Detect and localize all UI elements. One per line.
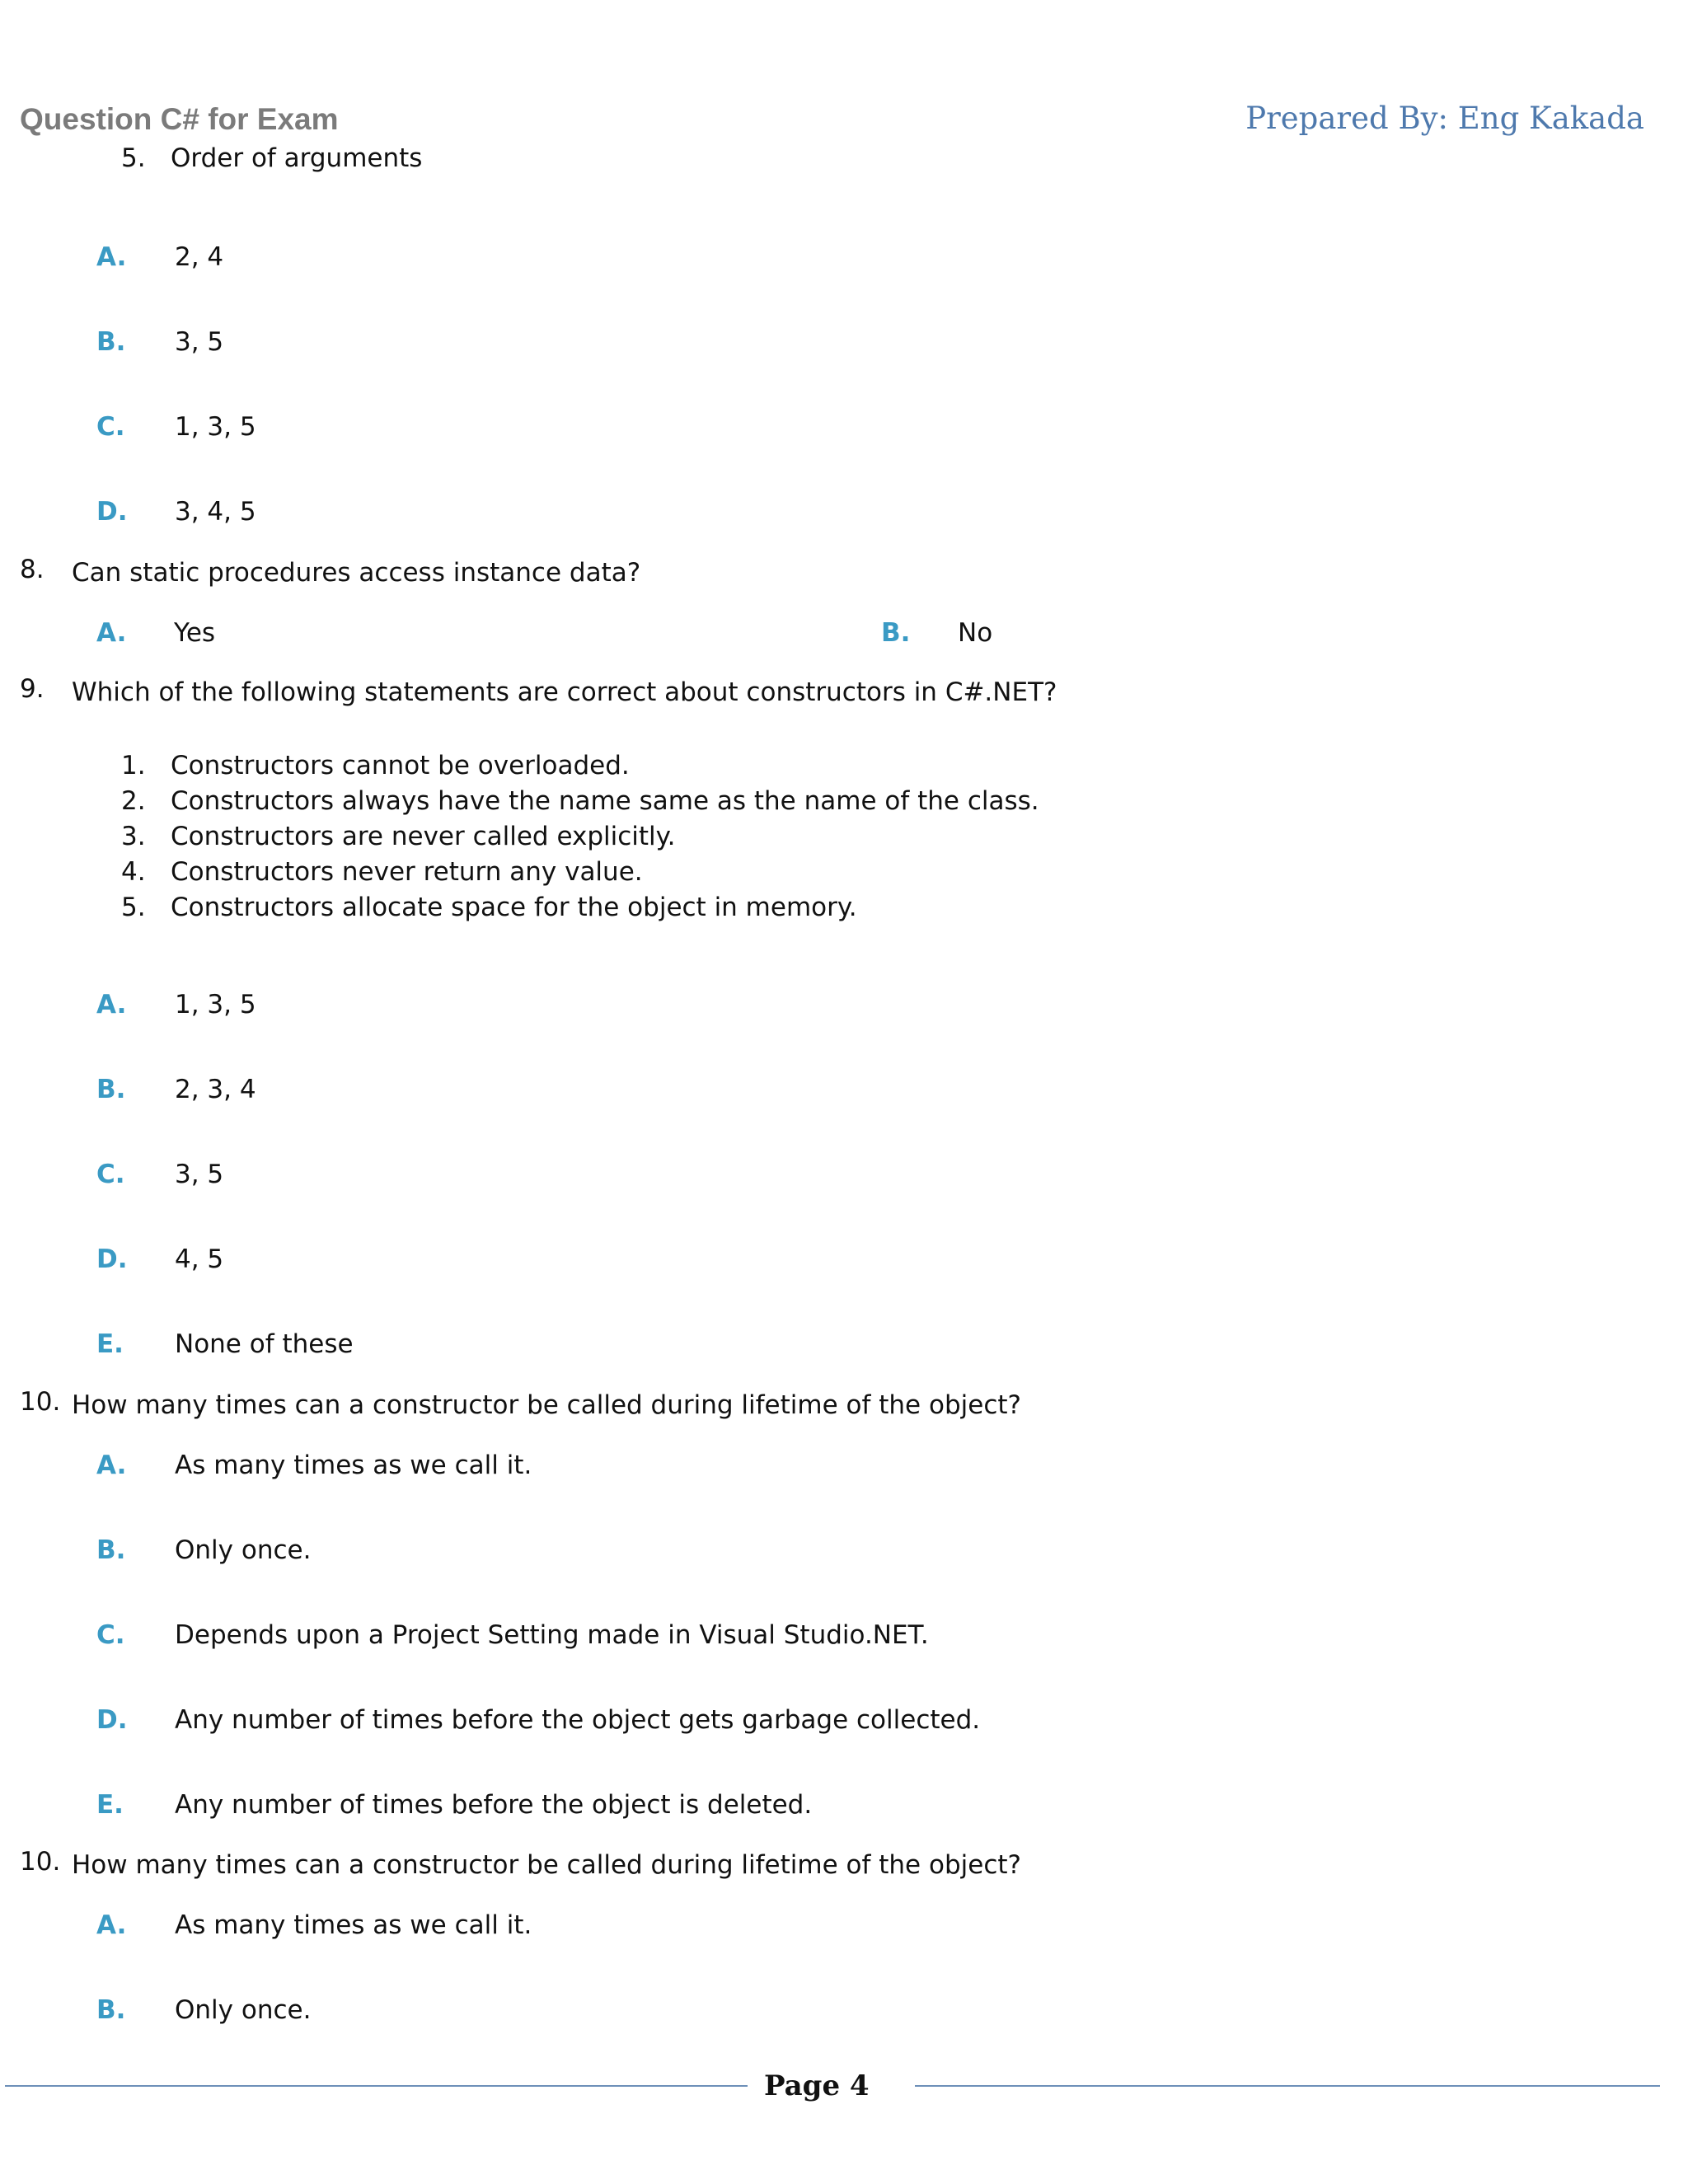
option-text: As many times as we call it. <box>175 1451 532 1480</box>
option-text: 1, 3, 5 <box>175 412 256 442</box>
option-letter: A. <box>96 242 127 272</box>
footer-rule-right <box>915 2085 1660 2087</box>
statement-text: Constructors are never called explicitly. <box>171 822 676 851</box>
option-letter: A. <box>96 1910 127 1940</box>
option-text: Only once. <box>175 1535 312 1565</box>
option-text: Any number of times before the object gets garbage collected. <box>175 1705 981 1735</box>
option-letter: E. <box>96 1329 124 1359</box>
question-text: Which of the following statements are correct about constructors in C#.NET? <box>72 677 1057 707</box>
option-letter: C. <box>96 1620 125 1650</box>
statement-number: 3. <box>121 822 146 851</box>
page-number: Page 4 <box>764 2069 870 2102</box>
option-letter: B. <box>96 1535 126 1565</box>
option-letter: D. <box>96 1705 128 1735</box>
option-text: 3, 5 <box>175 1160 224 1189</box>
question-number: 10. <box>20 1387 61 1417</box>
option-text: None of these <box>175 1329 354 1359</box>
statement-text: Order of arguments <box>171 143 423 173</box>
option-letter: B. <box>96 327 126 357</box>
option-text: 3, 5 <box>175 327 224 357</box>
statement-number: 4. <box>121 857 146 887</box>
option-letter: A. <box>96 618 127 648</box>
option-letter: D. <box>96 497 128 527</box>
option-text: 4, 5 <box>175 1244 224 1274</box>
statement-number: 5. <box>121 893 146 922</box>
option-letter: A. <box>96 990 127 1019</box>
option-text: Only once. <box>175 1995 312 2025</box>
option-text: 2, 4 <box>175 242 224 272</box>
question-number: 10. <box>20 1847 61 1877</box>
statement-text: Constructors always have the name same as the name of the class. <box>171 786 1039 816</box>
question-text: How many times can a constructor be called during lifetime of the object? <box>72 1850 1021 1880</box>
option-text: Depends upon a Project Setting made in Visual Studio.NET. <box>175 1620 929 1650</box>
option-text: No <box>958 618 993 648</box>
option-letter: B. <box>96 1995 126 2025</box>
statement-text: Constructors cannot be overloaded. <box>171 751 630 780</box>
option-letter: D. <box>96 1244 128 1274</box>
statement-number: 2. <box>121 786 146 816</box>
option-letter: B. <box>881 618 911 648</box>
document-title: Question C# for Exam <box>20 102 339 136</box>
statement-number: 5. <box>121 143 146 173</box>
option-text: Any number of times before the object is deleted. <box>175 1790 813 1820</box>
question-number: 9. <box>20 674 45 704</box>
option-text: As many times as we call it. <box>175 1910 532 1940</box>
option-letter: E. <box>96 1790 124 1820</box>
option-text: 3, 4, 5 <box>175 497 256 527</box>
statement-text: Constructors never return any value. <box>171 857 643 887</box>
option-text: Yes <box>174 618 216 648</box>
footer-rule-left <box>5 2085 748 2087</box>
option-letter: C. <box>96 1160 125 1189</box>
question-text: Can static procedures access instance data? <box>72 558 641 588</box>
document-author: Prepared By: Eng Kakada <box>1245 101 1644 136</box>
option-text: 2, 3, 4 <box>175 1075 256 1104</box>
option-letter: A. <box>96 1451 127 1480</box>
question-text: How many times can a constructor be called during lifetime of the object? <box>72 1390 1021 1420</box>
option-letter: B. <box>96 1075 126 1104</box>
option-letter: C. <box>96 412 125 442</box>
option-text: 1, 3, 5 <box>175 990 256 1019</box>
statement-number: 1. <box>121 751 146 780</box>
question-number: 8. <box>20 555 45 584</box>
statement-text: Constructors allocate space for the object in memory. <box>171 893 857 922</box>
